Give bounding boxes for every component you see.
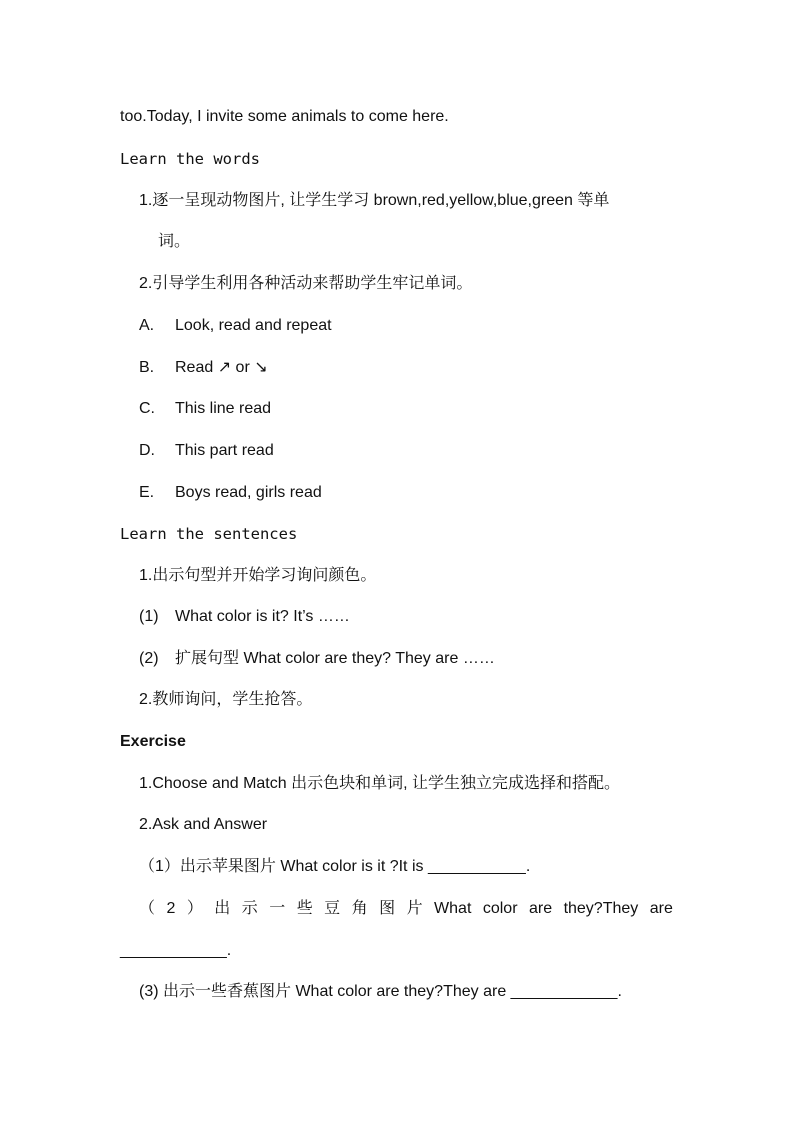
q2-word: 出 <box>214 900 231 917</box>
q2-word: ） <box>186 900 203 917</box>
option-text: Boys read, girls read <box>175 484 322 501</box>
option-label: E. <box>139 484 155 501</box>
option-text: This part read <box>175 442 274 459</box>
q2-word: 2 <box>166 900 176 917</box>
q2-word: 些 <box>296 900 313 917</box>
q2-word: are <box>649 900 673 917</box>
q2-word: 片 <box>406 900 423 917</box>
option-text: Look, read and repeat <box>175 317 332 334</box>
learn-sentences-heading: Learn the sentences <box>120 525 298 543</box>
option-d <box>139 440 274 462</box>
q2-word: 图 <box>379 900 396 917</box>
exercise-question-3: (3) 出示一些香蕉图片 What color are they?They are ____________. <box>139 983 622 1000</box>
exercise-item-1: 1.Choose and Match 出示色块和单词, 让学生独立完成选择和搭配。 <box>139 775 620 792</box>
q2-word: （ <box>139 900 156 917</box>
exercise-heading: Exercise <box>120 733 186 750</box>
exercise-question-2-blank: ____________. <box>120 942 232 959</box>
option-label: B. <box>139 359 155 376</box>
option-e <box>139 482 322 504</box>
option-text: Read ↗ or ↘ <box>175 359 268 376</box>
sub-text: What color is it? It’s …… <box>175 608 350 625</box>
option-text: This line read <box>175 400 272 417</box>
option-b <box>139 357 268 379</box>
exercise-question-2 <box>139 898 673 920</box>
sub-text: 扩展句型 What color are they? They are …… <box>175 650 495 667</box>
q2-word: 角 <box>351 900 368 917</box>
option-label: C. <box>139 400 155 417</box>
learn-words-item-2: 2.引导学生利用各种活动来帮助学生牢记单词。 <box>139 275 473 292</box>
option-label: A. <box>139 317 155 334</box>
sub-label: (2) <box>139 650 159 667</box>
q2-word: are <box>528 900 553 917</box>
learn-words-item-1: 1.逐一呈现动物图片, 让学生学习 brown,red,yellow,blue,green 等单 <box>139 192 610 209</box>
option-c <box>139 398 271 420</box>
option-label: D. <box>139 442 155 459</box>
q2-word: they?They <box>563 900 639 917</box>
learn-sentences-item-1: 1.出示句型并开始学习询问颜色。 <box>139 567 377 584</box>
q2-word: color <box>482 900 518 917</box>
learn-sentences-item-2: 2.教师询问，学生抢答。 <box>139 691 313 708</box>
learn-words-heading: Learn the words <box>120 150 260 168</box>
q2-word: 豆 <box>324 900 341 917</box>
exercise-item-2: 2.Ask and Answer <box>139 816 268 833</box>
sentence-sub-2 <box>139 648 495 670</box>
q2-word: What <box>434 900 472 917</box>
sub-label: (1) <box>139 608 159 625</box>
option-a <box>139 315 332 337</box>
q2-word: 一 <box>269 900 286 917</box>
exercise-question-1: （1）出示苹果图片 What color is it ?It is ___________. <box>139 858 531 875</box>
intro-line: too.Today, I invite some animals to come here. <box>120 108 449 125</box>
q2-word: 示 <box>241 900 258 917</box>
learn-words-item-1-continued: 词。 <box>158 233 191 250</box>
sentence-sub-1 <box>139 606 350 628</box>
